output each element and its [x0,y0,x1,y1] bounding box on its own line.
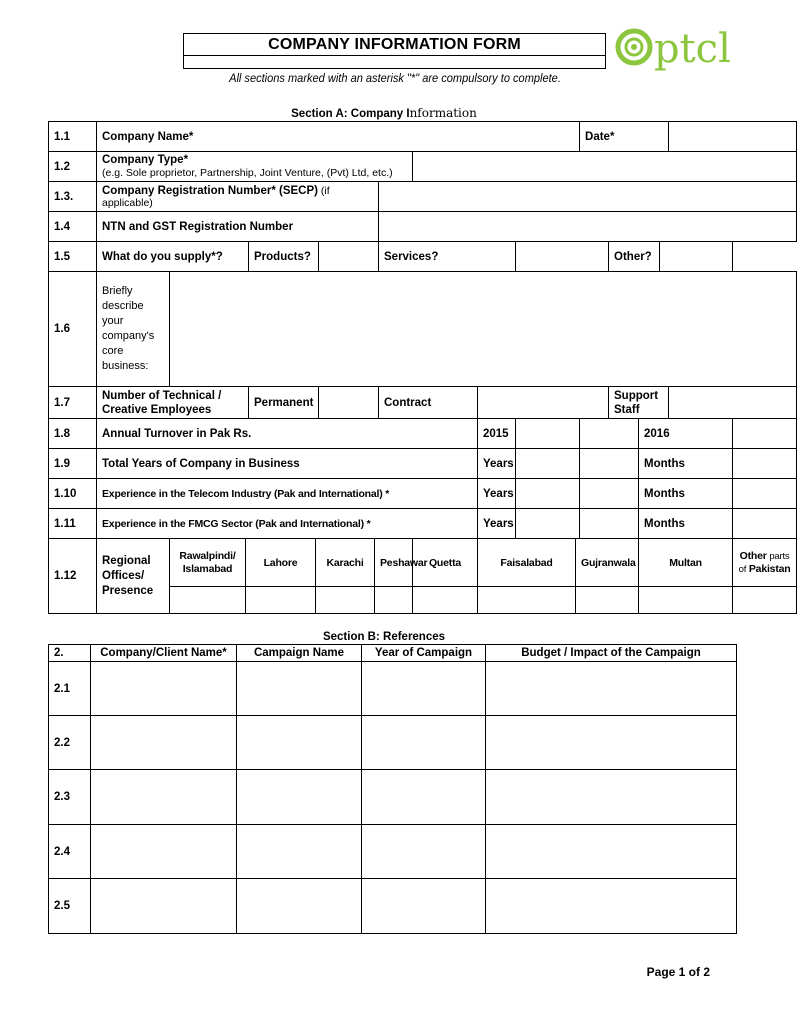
city-rawalpindi: Rawalpindi/ Islamabad [170,539,246,587]
budget-impact-field[interactable] [486,825,737,879]
header-campaign-name: Campaign Name [237,645,362,662]
section-b-table [48,644,737,934]
years-label: Years [478,449,516,479]
year-2015-label: 2015 [478,419,516,449]
campaign-name-field[interactable] [237,716,362,770]
budget-impact-field[interactable] [486,662,737,716]
header-client-name: Company/Client Name* [91,645,237,662]
peshawar-field[interactable] [375,587,413,614]
company-type-title: Company Type* [102,153,189,166]
months-label: Months [639,449,733,479]
city-quetta: Quetta [413,539,478,587]
year-2016-label: 2016 [639,419,733,449]
city-other-prefix: Other [739,549,770,562]
support-staff-field[interactable] [669,387,797,419]
table-row [49,879,737,934]
campaign-name-field[interactable] [237,662,362,716]
references-header-row [49,645,737,662]
row-1-4 [49,212,797,242]
gujranwala-field[interactable] [576,587,639,614]
years-field[interactable] [516,449,580,479]
form-title-box [183,33,606,69]
services-label: Services? [379,242,516,272]
spacer [580,509,639,539]
header-campaign-year: Year of Campaign [362,645,486,662]
faisalabad-field[interactable] [478,587,576,614]
page-number: Page 1 of 2 [646,965,710,979]
city-other-suffix: Pakistan [746,562,791,575]
city-faisalabad: Faisalabad [478,539,576,587]
campaign-name-field[interactable] [237,825,362,879]
ptcl-logo [612,14,752,76]
rawalpindi-field[interactable] [170,587,246,614]
client-name-field[interactable] [91,662,237,716]
spacer [580,479,639,509]
row-number: 2.5 [49,879,91,934]
row-number: 1.3. [49,182,97,212]
row-number: 1.1 [49,122,97,152]
quetta-field[interactable] [413,587,478,614]
client-name-field[interactable] [91,770,237,825]
campaign-name-field[interactable] [237,770,362,825]
contract-label: Contract [379,387,478,419]
months-label: Months [639,479,733,509]
row-1-10 [49,479,797,509]
table-row [49,716,737,770]
row-1-3 [49,182,797,212]
form-title: COMPANY INFORMATION FORM [268,36,521,53]
table-row [49,770,737,825]
row-1-12 [49,539,797,587]
title-rule [184,55,605,56]
client-name-field[interactable] [91,879,237,934]
years-label: Years [478,479,516,509]
ntn-gst-field[interactable] [379,212,797,242]
core-business-label: Briefly describe your company's core business: [97,272,170,387]
row-1-1 [49,122,797,152]
client-name-field[interactable] [91,716,237,770]
supply-label: What do you supply*? [97,242,249,272]
row-1-9 [49,449,797,479]
row-number: 2.2 [49,716,91,770]
other-parts-field[interactable] [733,587,797,614]
campaign-name-field[interactable] [237,879,362,934]
company-name-label: Company Name* [97,122,580,152]
row-number: 1.9 [49,449,97,479]
permanent-field[interactable] [319,387,379,419]
year-2016-field[interactable] [733,419,797,449]
turnover-label: Annual Turnover in Pak Rs. [97,419,478,449]
table-row [49,662,737,716]
row-1-11 [49,509,797,539]
other-field[interactable] [660,242,733,272]
permanent-label: Permanent [249,387,319,419]
date-label: Date* [580,122,669,152]
years-field[interactable] [516,479,580,509]
city-other-mid: parts of [738,550,790,575]
row-1-2 [49,152,797,182]
row-number: 1.2 [49,152,97,182]
registration-number-label [97,182,379,212]
row-number: 1.4 [49,212,97,242]
row-number: 2.1 [49,662,91,716]
form-subtitle: All sections marked with an asterisk "*" are compulsory to complete. [229,71,561,85]
support-staff-label: Support Staff [609,387,669,419]
row-number: 1.8 [49,419,97,449]
campaign-year-field[interactable] [362,879,486,934]
row-number: 2.3 [49,770,91,825]
header-budget-impact: Budget / Impact of the Campaign [486,645,737,662]
city-lahore: Lahore [246,539,316,587]
years-field[interactable] [516,509,580,539]
other-label: Other? [609,242,660,272]
registration-number-hint: (if applicable) [102,184,330,209]
row-number: 1.10 [49,479,97,509]
employees-label: Number of Technical / Creative Employees [97,387,249,419]
campaign-year-field[interactable] [362,825,486,879]
row-number: 1.6 [49,272,97,387]
row-1-6 [49,272,797,387]
budget-impact-field[interactable] [486,770,737,825]
ntn-gst-label: NTN and GST Registration Number [97,212,379,242]
row-1-8 [49,419,797,449]
section-a-heading-prefix: Section A: Company I [291,108,410,120]
company-type-label [97,152,413,182]
registration-number-title: Company Registration Number* (SECP) [102,184,318,197]
city-peshawar: Peshawar [375,539,413,587]
lahore-field[interactable] [246,587,316,614]
section-a-table [48,121,797,614]
months-field[interactable] [733,479,797,509]
row-number: 2.4 [49,825,91,879]
registration-number-field[interactable] [379,182,797,212]
spacer [580,449,639,479]
company-type-hint: (e.g. Sole proprietor, Partnership, Joint Venture, (Pvt) Ltd, etc.) [102,166,393,179]
city-gujranwala: Gujranwala [576,539,639,587]
years-label: Years [478,509,516,539]
ptcl-logo-icon [618,31,650,63]
products-field[interactable] [319,242,379,272]
section-b-heading-text: Section B: References [322,631,446,643]
products-label: Products? [249,242,319,272]
header-number: 2. [49,645,91,662]
row-number: 1.5 [49,242,97,272]
campaign-year-field[interactable] [362,662,486,716]
karachi-field[interactable] [316,587,375,614]
city-multan: Multan [639,539,733,587]
services-field[interactable] [516,242,609,272]
months-field[interactable] [733,509,797,539]
row-number: 1.7 [49,387,97,419]
row-number: 1.12 [49,539,97,614]
row-number: 1.11 [49,509,97,539]
ptcl-logo-text: ptcl [654,26,731,72]
core-business-field[interactable] [170,272,797,387]
section-b-heading [0,631,768,643]
table-row [49,825,737,879]
years-in-business-label: Total Years of Company in Business [97,449,478,479]
spacer [580,419,639,449]
regional-offices-label: Regional Offices/ Presence [97,539,170,614]
campaign-year-field[interactable] [362,716,486,770]
row-1-7 [49,387,797,419]
year-2015-field[interactable] [516,419,580,449]
section-a-heading-suffix: nformation [409,106,477,120]
months-field[interactable] [733,449,797,479]
budget-impact-field[interactable] [486,879,737,934]
section-a-heading [0,106,768,120]
contract-field[interactable] [478,387,609,419]
row-1-5 [49,242,797,272]
city-karachi: Karachi [316,539,375,587]
fmcg-experience-label: Experience in the FMCG Sector (Pak and International) * [97,509,478,539]
city-other [733,539,797,587]
client-name-field[interactable] [91,825,237,879]
months-label: Months [639,509,733,539]
telecom-experience-label: Experience in the Telecom Industry (Pak and International) * [97,479,478,509]
date-field[interactable] [669,122,797,152]
multan-field[interactable] [639,587,733,614]
budget-impact-field[interactable] [486,716,737,770]
company-type-field[interactable] [413,152,797,182]
campaign-year-field[interactable] [362,770,486,825]
